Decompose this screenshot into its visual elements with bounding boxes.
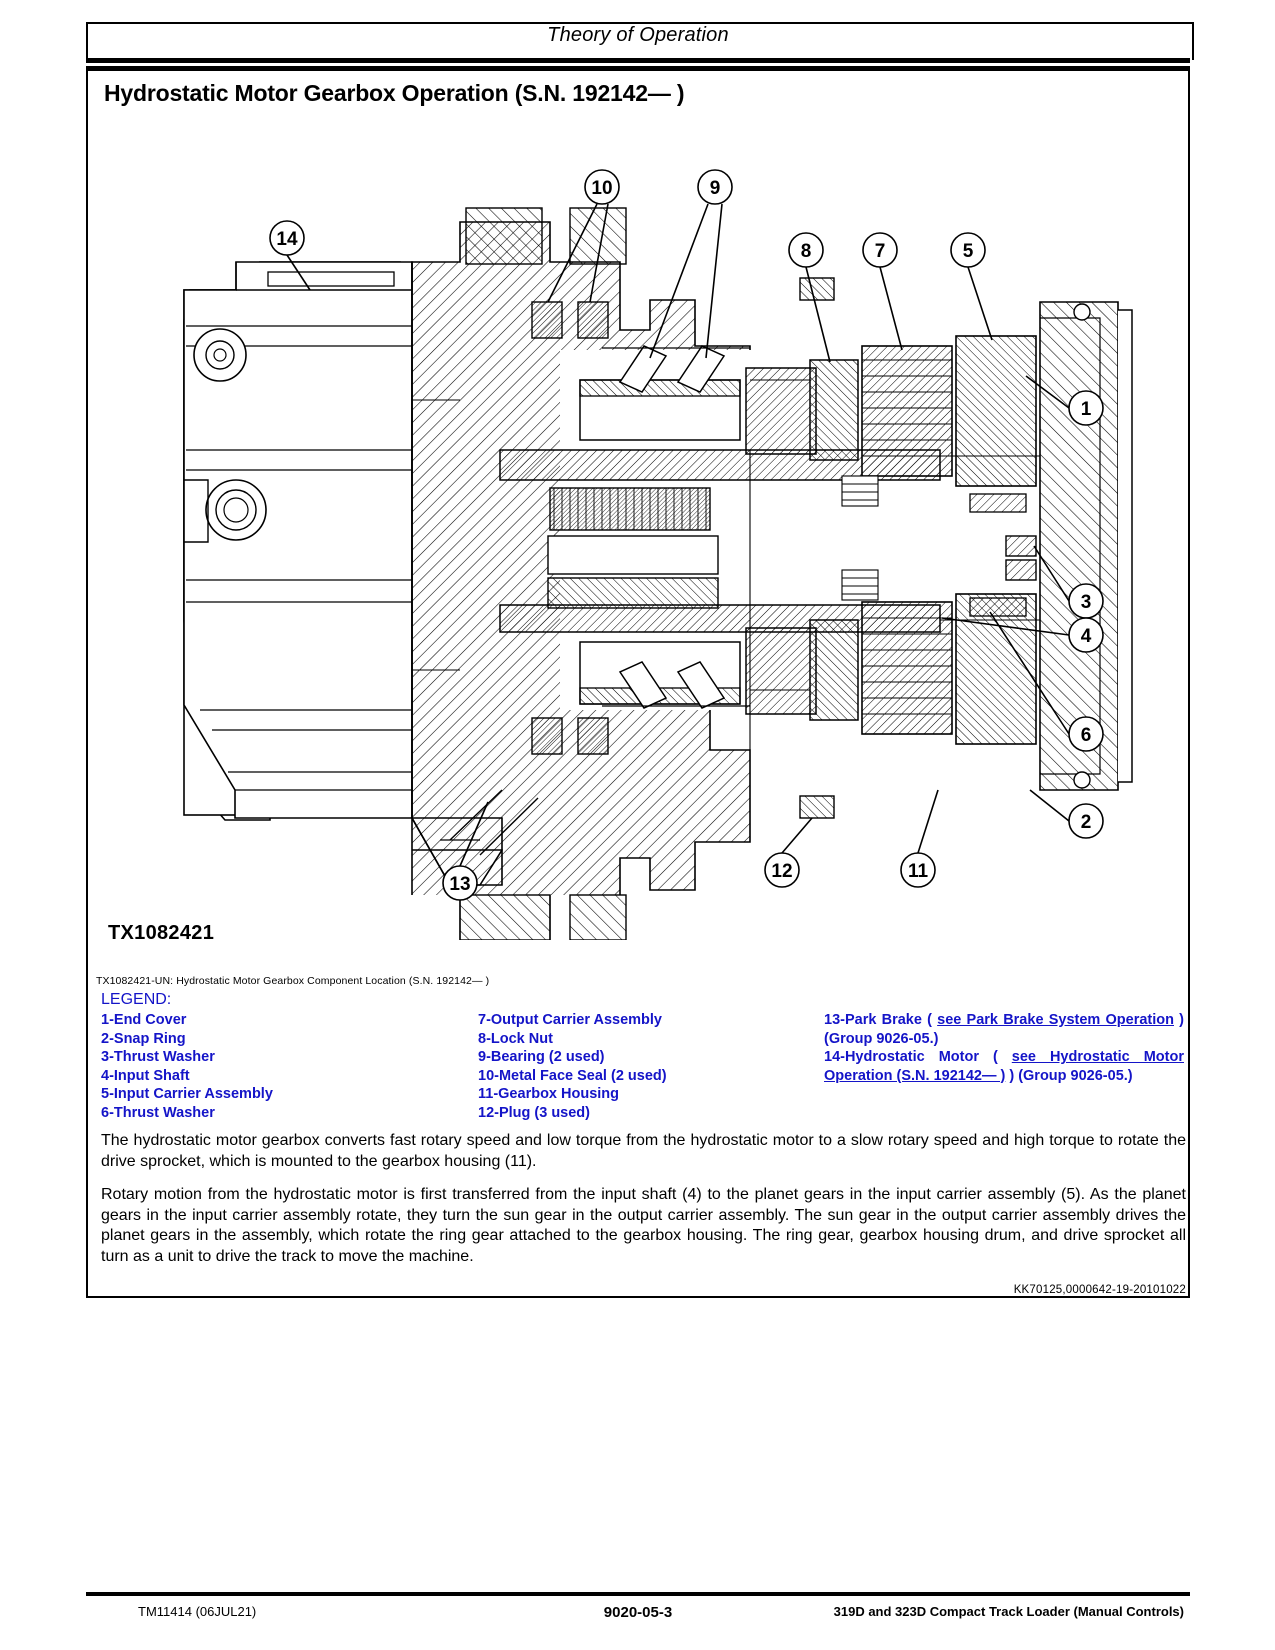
- legend-item: 11-Gearbox Housing: [478, 1086, 620, 1103]
- legend-item: 6-Thrust Washer: [101, 1104, 215, 1121]
- paragraph-1: The hydrostatic motor gearbox converts fast rotary speed and low torque from the hydrostatic motor to a slow rotary speed and high torque to rotate the drive sprocket, which is mounted to the gearbox housing (11).: [101, 1132, 1186, 1170]
- svg-text:7: 7: [874, 241, 886, 262]
- legend-item-suffix: ) (Group 9026-05.): [824, 1012, 1185, 1047]
- svg-text:4: 4: [1080, 626, 1092, 647]
- svg-text:6: 6: [1080, 725, 1092, 746]
- legend-item-hydrostatic-motor: [824, 1048, 1184, 1085]
- legend-item: 5-Input Carrier Assembly: [101, 1086, 273, 1103]
- legend-item: 4-Input Shaft: [101, 1067, 190, 1084]
- legend-column-2: [478, 1011, 838, 1123]
- header-rule: [86, 58, 1190, 63]
- figure-id-label: TX1082421: [108, 922, 215, 944]
- legend-item-prefix: 13-Park Brake (: [824, 1012, 938, 1028]
- legend: [101, 1011, 1191, 1123]
- content-frame-top-rule: [88, 68, 1188, 71]
- legend-heading: LEGEND:: [101, 991, 172, 1008]
- legend-item: 9-Bearing (2 used): [478, 1049, 605, 1066]
- svg-text:11: 11: [907, 861, 929, 882]
- legend-item-park-brake: [824, 1011, 1184, 1048]
- legend-item: 8-Lock Nut: [478, 1030, 553, 1047]
- figure-caption: TX1082421-UN: Hydrostatic Motor Gearbox Component Location (S.N. 192142— ): [96, 975, 490, 987]
- legend-item: 10-Metal Face Seal (2 used): [478, 1067, 667, 1084]
- svg-text:3: 3: [1080, 592, 1092, 613]
- svg-text:9: 9: [709, 178, 721, 199]
- svg-text:8: 8: [800, 241, 812, 262]
- svg-text:2: 2: [1080, 812, 1092, 833]
- legend-column-1: [101, 1011, 461, 1123]
- svg-text:1: 1: [1080, 399, 1092, 420]
- paragraph-2: Rotary motion from the hydrostatic motor is first transferred from the input shaft (4) to the planet gears in the input carrier assembly (5). As the planet gears in the input carrier assembly rotate, they turn the sun gear in the output carrier assembly. The sun gear in the output carrier assembly drives the planet gears in the assembly, which rotate the ring gear attached to the gearbox housing. The ring gear, gearbox housing drum, and drive sprocket all turn as a unit to drive the track to move the machine.: [101, 1186, 1186, 1265]
- doc-reference: KK70125,0000642-19-20101022: [1013, 1284, 1186, 1296]
- cross-reference-link[interactable]: see Park Brake System Operation: [937, 1012, 1174, 1028]
- legend-item: 1-End Cover: [101, 1012, 187, 1028]
- legend-item: 7-Output Carrier Assembly: [478, 1012, 662, 1028]
- footer-model-name: 319D and 323D Compact Track Loader (Manual Controls): [833, 1604, 1184, 1619]
- legend-item: 2-Snap Ring: [101, 1030, 186, 1047]
- svg-text:5: 5: [962, 241, 974, 262]
- legend-item: 3-Thrust Washer: [101, 1049, 215, 1066]
- gearbox-cutaway-figure: [150, 150, 1150, 940]
- footer-rule: [86, 1592, 1190, 1596]
- footer-manual-number: TM11414 (06JUL21): [138, 1604, 257, 1619]
- page-footer: [86, 1604, 1190, 1628]
- body-text: [101, 1131, 1186, 1280]
- legend-item-prefix: 14-Hydrostatic Motor (: [824, 1049, 1012, 1066]
- page-title: Hydrostatic Motor Gearbox Operation (S.N. 192142— ): [104, 80, 685, 106]
- cross-reference-link[interactable]: see Hydrostatic Motor Operation (S.N. 192142— ): [824, 1049, 1184, 1084]
- running-header-title: Theory of Operation: [547, 24, 729, 46]
- svg-text:13: 13: [449, 874, 471, 895]
- doc-reference-wrap: [101, 1284, 1186, 1304]
- legend-column-3: [824, 1011, 1184, 1085]
- legend-item-suffix: ) (Group 9026-05.): [1005, 1067, 1133, 1084]
- svg-text:14: 14: [276, 229, 298, 250]
- svg-text:12: 12: [771, 861, 793, 882]
- footer-page-number: 9020-05-3: [603, 1604, 673, 1621]
- legend-item: 12-Plug (3 used): [478, 1104, 590, 1121]
- svg-text:10: 10: [591, 178, 613, 199]
